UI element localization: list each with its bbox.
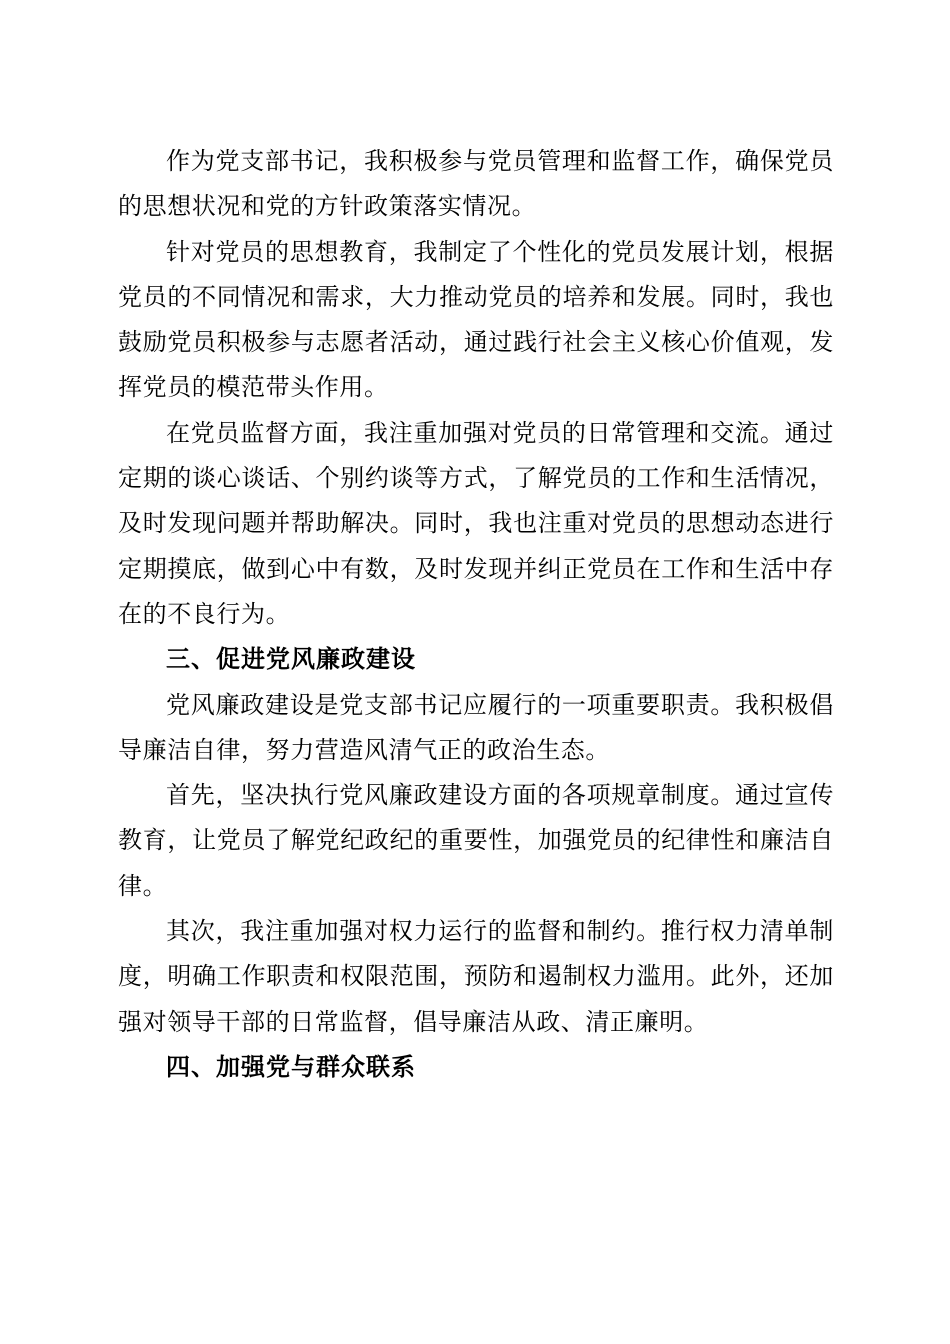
paragraph-integrity-first: 首先，坚决执行党风廉政建设方面的各项规章制度。通过宣传教育，让党员了解党纪政纪的重要性，加强党员的纪律性和廉洁自律。 <box>118 781 834 900</box>
paragraph-member-supervision-intro: 作为党支部书记，我积极参与党员管理和监督工作，确保党员的思想状况和党的方针政策落实情况。 <box>118 147 834 221</box>
paragraph-integrity-second: 其次，我注重加强对权力运行的监督和制约。推行权力清单制度，明确工作职责和权限范围，预防和遏制权力滥用。此外，还加强对领导干部的日常监督，倡导廉洁从政、清正廉明。 <box>118 917 834 1036</box>
section-heading-4: 四、加强党与群众联系 <box>166 1052 416 1081</box>
paragraph-integrity-intro: 党风廉政建设是党支部书记应履行的一项重要职责。我积极倡导廉洁自律，努力营造风清气正的政治生态。 <box>118 690 834 764</box>
paragraph-ideological-education: 针对党员的思想教育，我制定了个性化的党员发展计划，根据党员的不同情况和需求，大力推动党员的培养和发展。同时，我也鼓励党员积极参与志愿者活动，通过践行社会主义核心价值观，发挥党员的模范带头作用。 <box>118 237 834 402</box>
section-heading-3: 三、促进党风廉政建设 <box>166 645 416 674</box>
paragraph-member-supervision: 在党员监督方面，我注重加强对党员的日常管理和交流。通过定期的谈心谈话、个别约谈等方式，了解党员的工作和生活情况，及时发现问题并帮助解决。同时，我也注重对党员的思想动态进行定期摸底，做到心中有数，及时发现并纠正党员在工作和生活中存在的不良行为。 <box>118 418 834 628</box>
document-body <box>118 139 834 1090</box>
